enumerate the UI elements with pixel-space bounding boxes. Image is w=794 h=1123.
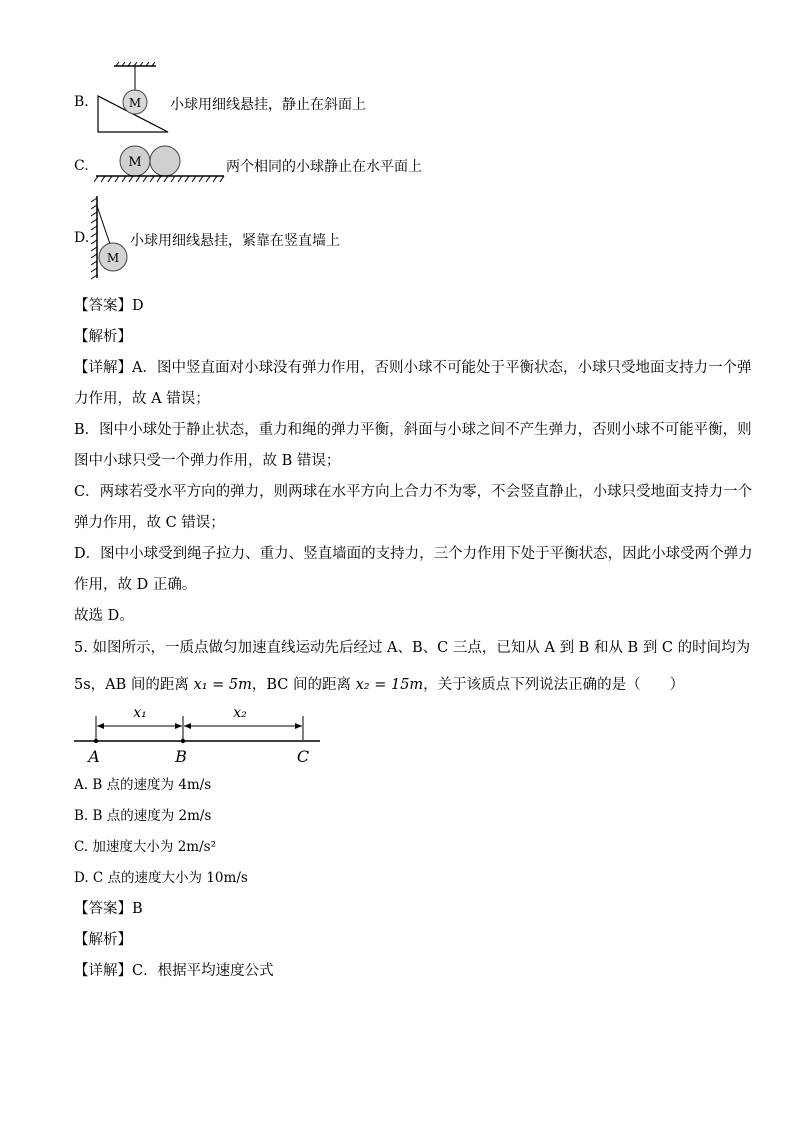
- q4-detail-line-5: C．两球若受水平方向的弹力，则两球在水平方向上合力不为零，不会竖直静止，小球只受地面支持力一个: [74, 484, 753, 500]
- segment-label-x1: x₁: [133, 705, 147, 721]
- point-c-label: C: [296, 747, 310, 766]
- q5-eq-x1: x₁ = 5m: [193, 677, 252, 693]
- q4-detail-line-4: 图中小球只受一个弹力作用，故 B 错误；: [74, 453, 341, 469]
- q5-stem-line-2: [74, 676, 684, 694]
- q4-detail-line-1: 【详解】A．图中竖直面对小球没有弹力作用，否则小球不可能处于平衡状态，小球只受地面支持力一个弹: [74, 360, 752, 376]
- option-c-letter: C.: [74, 158, 89, 174]
- point-b-label: B: [175, 747, 187, 766]
- q4-detail-line-6: 弹力作用，故 C 错误；: [74, 515, 225, 531]
- option-d-letter: D.: [74, 230, 90, 246]
- q5-stem-line-1: 5. 如图所示，一质点做匀加速直线运动先后经过 A、B、C 三点，已知从 A 到 B 和从 B 到 C 的时间均为: [74, 640, 751, 656]
- q4-detail-line-3: B．图中小球处于静止状态，重力和绳的弹力平衡，斜面与小球之间不产生弹力，否则小球不可能平衡，则: [74, 422, 752, 438]
- q5-option-c: C. 加速度大小为 2m/s²: [74, 839, 217, 855]
- q5-option-a: A. B 点的速度为 4m/s: [74, 777, 212, 793]
- q5-option-d: D. C 点的速度大小为 10m/s: [74, 870, 248, 886]
- option-c-caption: 两个相同的小球静止在水平面上: [226, 159, 422, 175]
- q5-analysis-head: 【解析】: [74, 932, 132, 948]
- point-a-label: A: [88, 747, 100, 766]
- svg-text:M: M: [128, 96, 142, 110]
- q4-answer: 【答案】D: [74, 298, 144, 314]
- svg-text:M: M: [128, 155, 142, 170]
- option-d-caption: 小球用细线悬挂，紧靠在竖直墙上: [130, 233, 340, 249]
- q5-answer: 【答案】B: [74, 901, 143, 917]
- q5-stem-part-a: 5s，AB 间的距离: [74, 677, 194, 693]
- q5-stem-part-c: ，关于该质点下列说法正确的是（ ）: [423, 677, 685, 693]
- q4-detail-line-2: 力作用，故 A 错误；: [74, 391, 210, 407]
- segment-label-x2: x₂: [233, 705, 247, 721]
- q4-detail-line-8: 作用，故 D 正确。: [74, 577, 197, 593]
- q4-analysis-head: 【解析】: [74, 329, 132, 345]
- option-c-figure: [94, 142, 228, 184]
- q5-line-diagram: [70, 700, 322, 770]
- q4-conclusion: 故选 D。: [74, 608, 134, 624]
- q4-detail-line-7: D．图中小球受到绳子拉力、重力、竖直墙面的支持力，三个力作用下处于平衡状态，因此小球受两个弹力: [74, 546, 753, 562]
- option-d-figure: [88, 194, 136, 280]
- q5-eq-x2: x₂ = 15m: [355, 677, 424, 693]
- option-b-letter: B.: [74, 94, 89, 110]
- option-b-caption: 小球用细线悬挂，静止在斜面上: [170, 97, 366, 113]
- svg-text:M: M: [106, 251, 120, 265]
- q5-detail: 【详解】C．根据平均速度公式: [74, 963, 274, 979]
- option-b-figure: [94, 60, 174, 138]
- q5-option-b: B. B 点的速度为 2m/s: [74, 808, 212, 824]
- q5-stem-part-b: ，BC 间的距离: [251, 677, 356, 693]
